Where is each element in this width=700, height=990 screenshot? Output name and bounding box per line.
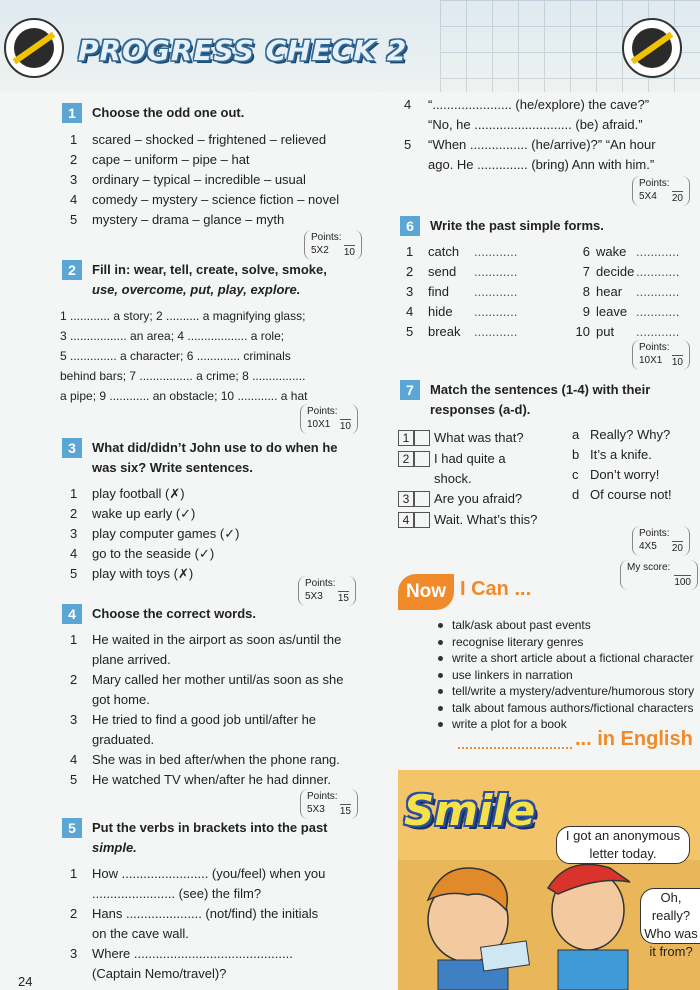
- points-box: Points: 5X2 10: [304, 230, 362, 260]
- match-sentence-cont: shock.: [434, 471, 472, 486]
- answer-box-number: 1: [398, 430, 414, 446]
- exercise-instruction-cont: was six? Write sentences.: [92, 460, 253, 475]
- list-item: 1 He waited in the airport as soon as/until the: [70, 632, 342, 647]
- list-item: 3 play computer games (✓): [70, 526, 240, 541]
- list-item: tell/write a mystery/adventure/humorous story: [438, 683, 694, 700]
- now-badge: Now: [398, 574, 454, 610]
- list-item: 2 Hans ..................... (not/find) the initials: [70, 906, 319, 921]
- verb-item: 7 decide ............: [582, 264, 680, 279]
- exercise-number: 7: [400, 380, 420, 400]
- exercise-number: 2: [62, 260, 82, 280]
- fill-line: 3 ................. an area; 4 .................. a role;: [60, 329, 285, 343]
- answer-box-number: 2: [398, 451, 414, 467]
- exercise-number: 6: [400, 216, 420, 236]
- answer-box-input[interactable]: [414, 430, 430, 446]
- i-can-list: [438, 617, 694, 733]
- list-item: use linkers in narration: [438, 667, 694, 684]
- match-sentence: What was that?: [434, 430, 524, 445]
- smile-logo: Smile: [404, 786, 536, 835]
- exercise-instruction-cont: use, overcome, put, play, explore.: [92, 282, 301, 297]
- response-item: b It’s a knife.: [572, 447, 652, 462]
- page-title: PROGRESS CHECK 2: [78, 34, 408, 67]
- exercise-4-lines: [70, 630, 343, 790]
- verb-item: 6 wake ............: [582, 244, 680, 259]
- list-item: ....................... (see) the film?: [92, 886, 262, 901]
- list-item: 2 cape – uniform – pipe – hat: [70, 152, 250, 167]
- points-box: Points: 4X5 20: [632, 526, 690, 556]
- list-item: 2 wake up early (✓): [70, 506, 196, 521]
- exercise-6-right: [560, 242, 700, 342]
- fill-line: 1 ............ a story; 2 .......... a magnifying glass;: [60, 309, 306, 323]
- exercise-number: 3: [62, 438, 82, 458]
- exercise-instruction: Choose the correct words.: [92, 606, 256, 621]
- page-number: 24: [18, 974, 33, 989]
- list-item: talk/ask about past events: [438, 617, 694, 634]
- list-item: “No, he ........................... (be) afraid.”: [428, 117, 643, 132]
- fill-line: a pipe; 9 ............ an obstacle; 10 ............ a hat: [60, 389, 308, 403]
- exercise-3-list: [70, 484, 239, 584]
- my-score-box: My score: 100: [620, 560, 698, 590]
- response-item: d Of course not!: [572, 487, 672, 502]
- exercise-5-continued: [404, 95, 656, 175]
- watermark-stamp-left[interactable]: [4, 18, 64, 78]
- list-item: 3 ordinary – typical – incredible – usual: [70, 172, 306, 187]
- list-item: ago. He .............. (bring) Ann with him.”: [428, 157, 655, 172]
- answer-box-input[interactable]: [414, 451, 430, 467]
- list-item: 1 scared – shocked – frightened – relieved: [70, 132, 327, 147]
- exercise-2-lines: [60, 306, 307, 406]
- list-item: 1 play football (✗): [70, 486, 185, 501]
- exercise-number: 1: [62, 103, 82, 123]
- list-item: recognise literary genres: [438, 634, 694, 651]
- list-item: 3 Where ............................................: [70, 946, 293, 961]
- exercise-number: 4: [62, 604, 82, 624]
- match-sentence: Are you afraid?: [434, 491, 523, 506]
- verb-item: 4 hide ............: [406, 304, 518, 319]
- match-responses: [572, 425, 672, 505]
- list-item: talk about famous authors/fictional characters: [438, 700, 694, 717]
- list-item: 5 “When ................ (he/arrive)?” “An hour: [404, 137, 656, 152]
- verb-item: 5 break ............: [406, 324, 518, 339]
- speech-bubble: Oh, really? Who was it from?: [640, 888, 700, 944]
- divider: [458, 747, 572, 749]
- list-item: 5 mystery – drama – glance – myth: [70, 212, 285, 227]
- list-item: plane arrived.: [92, 652, 171, 667]
- exercise-instruction: Put the verbs in brackets into the past: [92, 820, 328, 835]
- match-sentence: I had quite a: [434, 451, 506, 466]
- points-box: Points: 5X4 20: [632, 176, 690, 206]
- list-item: 4 comedy – mystery – science fiction – novel: [70, 192, 340, 207]
- points-box: Points: 10X1 10: [300, 404, 358, 434]
- list-item: 5 play with toys (✗): [70, 566, 194, 581]
- list-item: on the cave wall.: [92, 926, 189, 941]
- match-sentence: Wait. What’s this?: [434, 512, 538, 527]
- verb-item: 10 put ............: [575, 324, 680, 339]
- list-item: (Captain Nemo/travel)?: [92, 966, 227, 981]
- verb-item: 1 catch ............: [406, 244, 518, 259]
- response-item: a Really? Why?: [572, 427, 671, 442]
- list-item: got home.: [92, 692, 150, 707]
- verb-item: 2 send ............: [406, 264, 518, 279]
- exercise-instruction: Fill in: wear, tell, create, solve, smoke,: [92, 262, 327, 277]
- points-box: Points: 5X3 15: [300, 789, 358, 819]
- points-box: Points: 10X1 10: [632, 340, 690, 370]
- exercise-instruction-cont: responses (a-d).: [430, 402, 531, 417]
- exercise-instruction: What did/didn’t John use to do when he: [92, 440, 338, 455]
- list-item: graduated.: [92, 732, 155, 747]
- answer-box-input[interactable]: [414, 491, 430, 507]
- list-item: write a plot for a book: [438, 716, 694, 733]
- list-item: 2 Mary called her mother until/as soon as she: [70, 672, 344, 687]
- verb-item: 8 hear ............: [582, 284, 680, 299]
- exercise-instruction: Choose the odd one out.: [92, 105, 245, 120]
- list-item: 1 How ........................ (you/feel) when you: [70, 866, 326, 881]
- speech-bubble: I got an anonymous letter today.: [556, 826, 690, 864]
- list-item: 4 She was in bed after/when the phone rang.: [70, 752, 340, 767]
- watermark-stamp-right[interactable]: [622, 18, 682, 78]
- list-item: 4 “...................... (he/explore) the cave?”: [404, 97, 650, 112]
- verb-item: 9 leave ............: [582, 304, 680, 319]
- exercise-instruction-cont: simple.: [92, 840, 137, 855]
- list-item: 5 He watched TV when/after he had dinner.: [70, 772, 331, 787]
- fill-line: behind bars; 7 ................ a crime; 8 ................: [60, 369, 306, 383]
- exercise-instruction: Write the past simple forms.: [430, 218, 604, 233]
- answer-box-number: 4: [398, 512, 414, 528]
- i-can-heading: I Can ...: [460, 578, 532, 600]
- list-item: 3 He tried to find a good job until/after he: [70, 712, 317, 727]
- answer-box-input[interactable]: [414, 512, 430, 528]
- points-box: Points: 5X3 15: [298, 576, 356, 606]
- exercise-1-list: [70, 130, 339, 230]
- exercise-5-lines: [70, 864, 325, 984]
- list-item: write a short article about a fictional character: [438, 650, 694, 667]
- list-item: 4 go to the seaside (✓): [70, 546, 215, 561]
- exercise-6-left: [406, 242, 517, 342]
- verb-item: 3 find ............: [406, 284, 518, 299]
- in-english-label: ... in English: [575, 728, 693, 750]
- fill-line: 5 .............. a character; 6 ............. criminals: [60, 349, 291, 363]
- exercise-number: 5: [62, 818, 82, 838]
- exercise-instruction: Match the sentences (1-4) with their: [430, 382, 651, 397]
- response-item: c Don’t worry!: [572, 467, 660, 482]
- answer-box-number: 3: [398, 491, 414, 507]
